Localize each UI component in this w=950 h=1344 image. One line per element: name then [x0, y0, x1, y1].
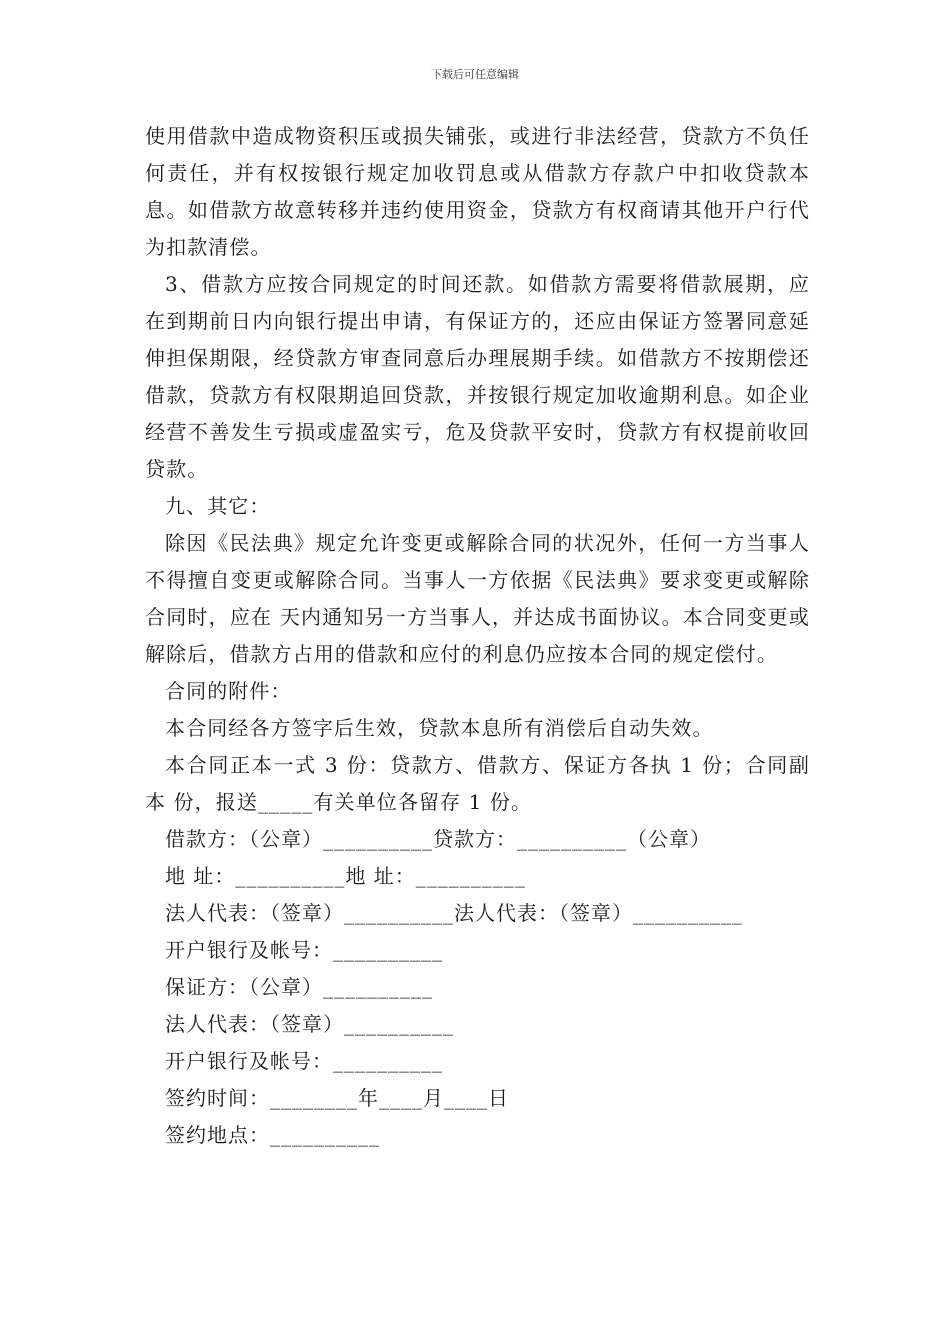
- document-body: [145, 118, 810, 1154]
- signature-line-borrower-lender: 借款方：（公章）__________贷款方：__________（公章）: [165, 827, 711, 851]
- section-heading-other: 九、其它：: [165, 494, 271, 518]
- signature-line-address: 地 址：__________地 址：__________: [165, 864, 526, 888]
- paragraph-effectiveness: 本合同经各方签字后生效，贷款本息所有消偿后自动失效。: [165, 716, 714, 740]
- section-heading-attachments: 合同的附件：: [165, 679, 292, 703]
- paragraph-contract-change: 除因《民法典》规定允许变更或解除合同的状况外，任何一方当事人不得擅自变更或解除合同。当事人一方依据《民法典》要求变更或解除合同时，应在 天内通知另一方当事人，并达成书面协议。本合同变更或解除后，借款方占用的借款和应付的利息仍应按本合同的规定偿付。: [145, 531, 810, 666]
- signature-line-signing-place: 签约地点：__________: [165, 1123, 380, 1147]
- signature-line-bank-account: 开户银行及帐号：__________: [165, 938, 443, 962]
- signature-line-legal-representatives: 法人代表：（签章）__________法人代表：（签章）__________: [165, 901, 743, 925]
- signature-line-guarantor-bank-account: 开户银行及帐号：__________: [165, 1049, 443, 1073]
- signature-line-signing-date: 签约时间：________年____月____日: [165, 1086, 509, 1110]
- paragraph-loan-misuse: 使用借款中造成物资积压或损失铺张，或进行非法经营，贷款方不负任何责任，并有权按银行规定加收罚息或从借款方存款户中扣收贷款本息。如借款方故意转移并违约使用资金，贷款方有权商请其他开户行代为扣款清偿。: [145, 124, 810, 259]
- paragraph-copies: 本合同正本一式 3 份：贷款方、借款方、保证方各执 1 份；合同副本 份，报送_____有关单位各留存 1 份。: [145, 753, 810, 814]
- signature-line-guarantor: 保证方：（公章）__________: [165, 975, 433, 999]
- page-header-note: 下载后可任意编辑: [431, 68, 519, 81]
- signature-line-guarantor-representative: 法人代表：（签章）__________: [165, 1012, 454, 1036]
- paragraph-clause-3-repayment: 3、借款方应按合同规定的时间还款。如借款方需要将借款展期，应在到期前日内向银行提出申请，有保证方的，还应由保证方签署同意延伸担保期限，经贷款方审查同意后办理展期手续。如借款方不按期偿还借款，贷款方有权限期追回贷款，并按银行规定加收逾期利息。如企业经营不善发生亏损或虚盈实亏，危及贷款平安时，贷款方有权提前收回贷款。: [145, 272, 810, 481]
